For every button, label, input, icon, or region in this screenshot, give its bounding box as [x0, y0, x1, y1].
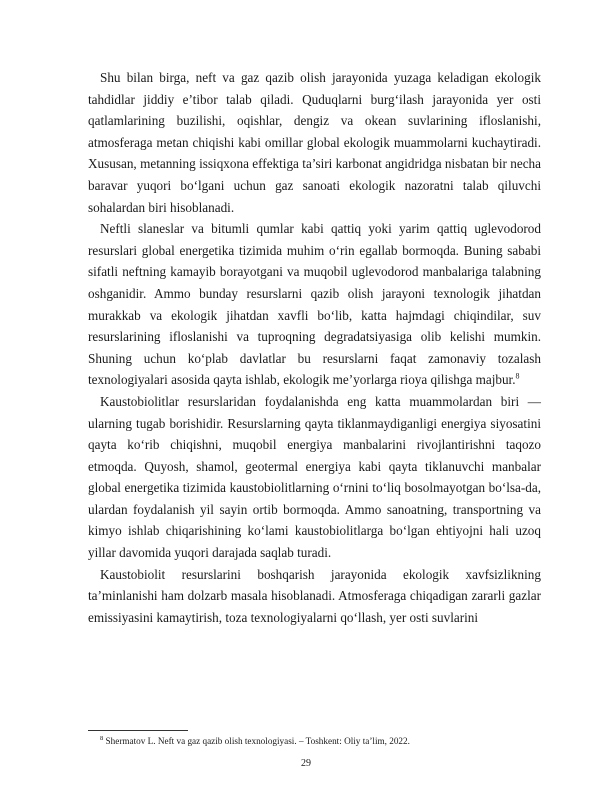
- footnote-text: Shermatov L. Neft va gaz qazib olish texnologiyasi. – Toshkent: Oliy ta’lim, 2022.: [105, 736, 410, 746]
- paragraph-2: [88, 218, 541, 391]
- footnote-reference[interactable]: 8: [515, 371, 520, 381]
- paragraph-3-text: Kaustobiolitlar resurslaridan foydalanishda eng katta muammolardan biri — ularning tugab borishidir. Resurslarning qayta tiklanmaydiganligi energiya siyosatini qayta ko‘rib chiqishni, muqobil energiya manbalarini rivojlantirishni taqozo etmoqda. Quyosh, shamol, geotermal energiya kabi qayta tiklanuvchi manbalar global energetika tizimida kaustobiolitlarning o‘rnini to‘liq bosolmayotgan bo‘lsa-da, ulardan foydalanish yil sayin ortib bormoqda. Ammo sanoatning, transportning va kimyo ishlab chiqarishining ko‘lami kaustobiolitlarga bo‘lgan ehtiyojni hali uzoq yillar davomida yuqori darajada saqlab turadi.: [88, 393, 541, 561]
- page-number: 29: [301, 758, 311, 769]
- paragraph-1-text: Shu bilan birga, neft va gaz qazib olish jarayonida yuzaga keladigan ekologik tahdidlar jiddiy e’tibor talab qiladi. Quduqlarni burg‘ilash jarayonida yer osti qatlamlarining buzilishi, oqishlar, dengiz va okean suvlarining ifloslanishi, atmosferaga metan chiqishi kabi omillar global ekologik muammolarni kuchaytiradi. Xususan, metanning issiqxona effektiga ta’siri karbonat angidridga nisbatan bir necha baravar yuqori bo‘lgani uchun gaz sanoati ekologik nazoratni talab qiluvchi sohalardan biri hisoblanadi.: [88, 70, 541, 215]
- paragraph-2-text: Neftli slaneslar va bitumli qumlar kabi qattiq yoki yarim qattiq uglevodorod resurslari global energetika tizimida muhim o‘rin egallab bormoqda. Buning sababi sifatli neftning kamayib borayotgani va muqobil uglevodorod manbalariga talabning oshganidir. Ammo bunday resurslarni qazib olish jarayoni texnologik jihatdan murakkab va ekologik jihatdan xavfli bo‘lib, katta hajmdagi chiqindilar, suv resurslarining ifloslanishi va tuproqning degradatsiyasiga olib kelishi mumkin. Shuning uchun ko‘plab davlatlar bu resurslarni faqat zamonaviy tozalash texnologiyalari asosida qayta ishlab, ekologik me’yorlarga rioya qilishga majbur.: [88, 221, 541, 388]
- footnote-separator: [88, 730, 188, 731]
- footnote-mark: 8: [100, 734, 104, 742]
- paragraph-4-text: Kaustobiolit resurslarini boshqarish jarayonida ekologik xavfsizlikning ta’minlanishi ham dolzarb masala hisoblanadi. Atmosferaga chiqadigan zararli gazlar emissiyasini kamaytirish, toza texnologiyalarni qo‘llash, yer osti suvlarini: [88, 566, 541, 625]
- paragraph-1: [88, 67, 541, 218]
- footnote: [88, 735, 541, 747]
- paragraph-4: [88, 564, 541, 629]
- paragraph-3: [88, 391, 541, 564]
- body-text: [88, 67, 541, 628]
